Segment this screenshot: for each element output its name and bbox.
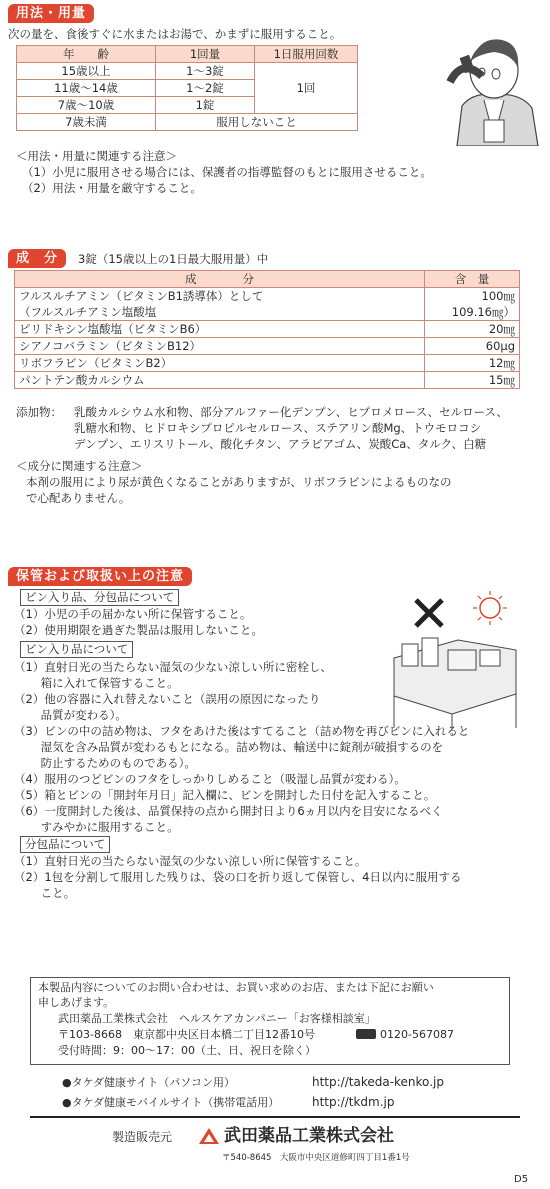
contact-hours: 受付時間：9：00〜17：00（土、日、祝日を除く） [58, 1044, 316, 1057]
storage-item: 防止するためのものである）。 [14, 756, 196, 770]
ingredients-note: で心配ありません。 [26, 491, 131, 505]
maker-prefix: 製造販売元 [112, 1130, 173, 1144]
storage-subheading: 分包品について [20, 836, 110, 853]
ingredients-table [14, 270, 520, 389]
person-drinking-illustration [432, 28, 544, 146]
storage-item: すみやかに服用すること。 [14, 820, 179, 834]
storage-item: （2）使用期限を過ぎた製品は服用しないこと。 [14, 623, 263, 637]
site-label: ●タケダ健康モバイルサイト（携帯電話用） [62, 1096, 280, 1109]
storage-subheading: ビン入り品について [20, 641, 133, 658]
table-cell: 1錠 [156, 97, 255, 114]
usage-intro: 次の量を、食後すぐに水またはお湯で、かまずに服用すること。 [8, 27, 342, 41]
storage-item: （2）他の容器に入れ替えないこと（誤用の原因になったり [14, 692, 321, 706]
divider [30, 1116, 520, 1118]
table-cell: （フルスルチアミン塩酸塩 [15, 304, 425, 321]
storage-item: （3）ビンの中の詰め物は、フタをあけた後はすてること（詰め物を再びビンに入れると [14, 724, 470, 738]
site-url[interactable]: http://tkdm.jp [312, 1095, 395, 1109]
table-cell: 100㎎ [425, 288, 520, 305]
table-cell: 12㎎ [425, 355, 520, 372]
site-url[interactable]: http://takeda-kenko.jp [312, 1075, 444, 1089]
contact-address: 〒103-8668 東京都中央区日本橋二丁目12番10号 [58, 1028, 315, 1041]
table-cell: 1回 [255, 63, 358, 114]
table-cell: リボフラビン（ビタミンB2） [15, 355, 425, 372]
contact-text: 申しあげます。 [38, 996, 115, 1009]
table-cell: 60μg [425, 338, 520, 355]
storage-item: （5）箱とビンの「開封年月日」記入欄に、ビンを開封した日付を記入すること。 [14, 788, 436, 802]
storage-item: 箱に入れて保管すること。 [14, 676, 179, 690]
table-cell: 1〜2錠 [156, 80, 255, 97]
usage-note: （2）用法・用量を厳守すること。 [22, 181, 202, 195]
table-header: 1回量 [156, 46, 255, 63]
table-cell: フルスルチアミン（ビタミンB1誘導体）として [15, 288, 425, 305]
table-cell: ピリドキシン塩酸塩（ビタミンB6） [15, 321, 425, 338]
ingredients-note: 本剤の服用により尿が黄色くなることがありますが、リボフラビンによるものなの [26, 475, 452, 489]
contact-text: 本製品内容についてのお問い合わせは、お買い求めのお店、または下記にお願い [38, 981, 434, 994]
usage-note: （1）小児に服用させる場合には、保護者の指導監督のもとに服用させること。 [22, 165, 432, 179]
sunlight-shelf-illustration [388, 588, 518, 730]
storage-item: （1）直射日光の当たらない湿気の少ない涼しい所に密栓し、 [14, 660, 332, 674]
table-cell: 15歳以上 [17, 63, 156, 80]
usage-badge: 用法・用量 [8, 4, 94, 23]
storage-item: （1）小児の手の届かない所に保管すること。 [14, 607, 252, 621]
contact-company: 武田薬品工業株式会社 ヘルスケアカンパニー「お客様相談室」 [58, 1012, 376, 1025]
additives-label: 添加物： [16, 405, 62, 419]
ingredients-badge: 成 分 [8, 249, 66, 268]
storage-item: 品質が変わる）。 [14, 708, 127, 722]
contact-phone: 0120-567087 [380, 1028, 454, 1041]
additives-line: デンプン、エリスリトール、酸化チタン、アラビアゴム、炭酸Ca、タルク、白糖 [74, 437, 487, 451]
storage-badge: 保管および取扱い上の注意 [8, 567, 192, 586]
storage-subheading: ビン入り品、分包品について [20, 589, 179, 606]
storage-item: （6）一度開封した後は、品質保持の点から開封日より6ヵ月以内を目安になるべく [14, 804, 443, 818]
storage-item: （2）1包を分割して服用した残りは、袋の口を折り返して保管し、4日以内に服用する [14, 870, 462, 884]
table-cell: 7歳未満 [17, 114, 156, 131]
table-cell: パントテン酸カルシウム [15, 372, 425, 389]
table-cell: 服用しないこと [156, 114, 358, 131]
usage-table [16, 45, 358, 131]
table-cell: 7歳〜10歳 [17, 97, 156, 114]
usage-notes-title: ＜用法・用量に関連する注意＞ [16, 149, 177, 163]
additives-line: 乳糖水和物、ヒドロキシプロピルセルロース、ステアリン酸Mg、トウモロコシ [74, 421, 482, 435]
table-header: 含 量 [425, 271, 520, 288]
table-header: 年 齢 [17, 46, 156, 63]
table-cell: 20㎎ [425, 321, 520, 338]
storage-item: 湿気を含み品質が変わるもとになる。詰め物は、輸送中に錠剤が破損するのを [14, 740, 444, 754]
storage-item: こと。 [14, 886, 76, 900]
ingredients-heading: 3錠（15歳以上の1日最大服用量）中 [78, 252, 269, 266]
table-cell: 1〜3錠 [156, 63, 255, 80]
table-cell: 11歳〜14歳 [17, 80, 156, 97]
table-cell: 109.16㎎） [425, 304, 520, 321]
maker-name: 武田薬品工業株式会社 [224, 1126, 394, 1146]
table-cell: シアノコバラミン（ビタミンB12） [15, 338, 425, 355]
takeda-logo-icon [198, 1126, 220, 1146]
storage-item: （1）直射日光の当たらない湿気の少ない涼しい所に保管すること。 [14, 854, 367, 868]
additives-line: 乳酸カルシウム水和物、部分アルファー化デンプン、ヒプロメロース、セルロース、 [74, 405, 508, 419]
maker-address: 〒540-8645 大阪市中央区道修町四丁目1番1号 [222, 1153, 410, 1163]
storage-item: （4）服用のつどビンのフタをしっかりしめること（吸湿し品質が変わる）。 [14, 772, 406, 786]
ingredients-notes-title: ＜成分に関連する注意＞ [16, 459, 143, 473]
page-code: D5 [514, 1174, 529, 1185]
site-label: ●タケダ健康サイト（パソコン用） [62, 1076, 236, 1089]
table-header: 成 分 [15, 271, 425, 288]
phone-icon [356, 1029, 376, 1039]
table-cell: 15㎎ [425, 372, 520, 389]
table-header: 1日服用回数 [255, 46, 358, 63]
